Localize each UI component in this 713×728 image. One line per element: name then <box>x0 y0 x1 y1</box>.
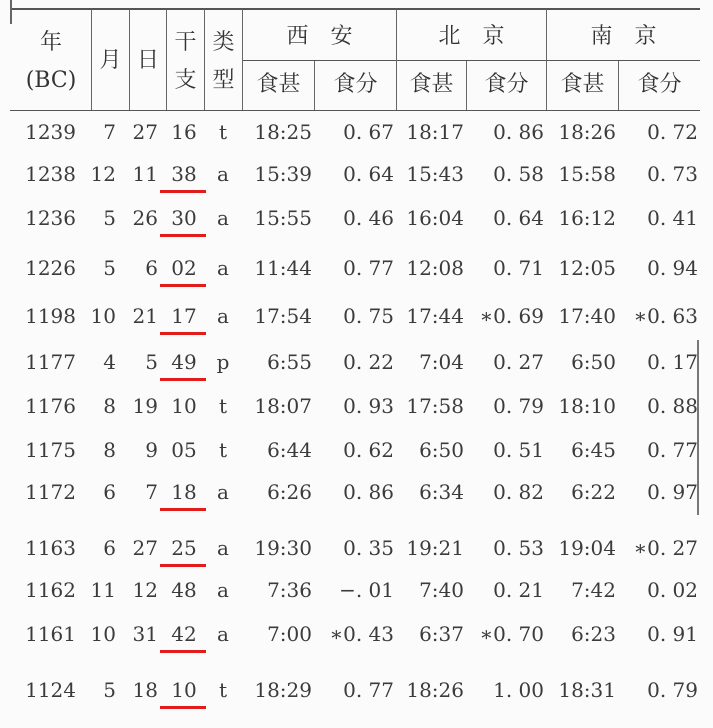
cell-nj-t: 6:45 <box>571 438 616 462</box>
cell-xa-t: 7:36 <box>267 578 312 602</box>
cell-xa-m: 0. 77 <box>343 256 394 280</box>
cell-year: 1198 <box>25 304 76 328</box>
cell-bj-t: 18:26 <box>406 678 464 702</box>
cell-bj-m: 0. 71 <box>493 256 544 280</box>
cell-month: 8 <box>103 394 116 418</box>
cell-gz: 49 <box>171 350 197 374</box>
cell-xa-m: 0. 62 <box>343 438 394 462</box>
cell-nj-t: 19:04 <box>558 536 616 560</box>
cell-xa-m: 0. 93 <box>343 394 394 418</box>
cell-type: a <box>217 162 229 186</box>
cell-year: 1172 <box>25 480 76 504</box>
cell-month: 6 <box>103 480 116 504</box>
cell-nj-m: 0. 91 <box>647 622 698 646</box>
cell-month: 8 <box>103 438 116 462</box>
ganzhi-red-underline <box>160 190 206 193</box>
table-row <box>0 612 713 656</box>
cell-nj-m: 0. 79 <box>647 678 698 702</box>
table-row <box>0 246 713 290</box>
table-row <box>0 196 713 240</box>
cell-xa-t: 15:55 <box>254 206 312 230</box>
table-row <box>0 470 713 514</box>
ganzhi-red-underline <box>160 650 206 653</box>
cell-bj-m: 1. 00 <box>493 678 544 702</box>
cell-month: 4 <box>103 350 116 374</box>
cell-gz: 10 <box>171 394 197 418</box>
cell-xa-t: 7:00 <box>267 622 312 646</box>
cell-nj-t: 16:12 <box>558 206 616 230</box>
ganzhi-red-underline <box>160 378 206 381</box>
table-row <box>0 568 713 612</box>
cell-nj-t: 17:40 <box>558 304 616 328</box>
cell-xa-m: 0. 46 <box>343 206 394 230</box>
cell-xa-m: −. 01 <box>339 578 394 602</box>
cell-day: 19 <box>132 394 158 418</box>
cell-xa-t: 15:39 <box>254 162 312 186</box>
cell-nj-m: 0. 88 <box>647 394 698 418</box>
cell-bj-t: 7:40 <box>419 578 464 602</box>
cell-type: a <box>217 578 229 602</box>
ganzhi-red-underline <box>160 234 206 237</box>
cell-nj-m: 0. 02 <box>647 578 698 602</box>
ganzhi-red-underline <box>160 706 206 709</box>
type-header-1: 类 <box>212 30 235 55</box>
cell-day: 7 <box>145 480 158 504</box>
table-row <box>0 668 713 712</box>
cell-nj-t: 6:23 <box>571 622 616 646</box>
cell-year: 1161 <box>25 622 76 646</box>
cell-nj-m: 0. 94 <box>647 256 698 280</box>
cell-xa-t: 18:29 <box>254 678 312 702</box>
cell-year: 1177 <box>25 350 76 374</box>
ganzhi-header-2: 支 <box>174 68 197 93</box>
cell-nj-m: 0. 77 <box>647 438 698 462</box>
cell-year: 1176 <box>25 394 76 418</box>
cell-type: a <box>217 622 229 646</box>
cell-month: 12 <box>90 162 116 186</box>
cell-day: 18 <box>132 678 158 702</box>
table-row <box>0 340 713 384</box>
cell-nj-t: 18:10 <box>558 394 616 418</box>
cell-type: a <box>217 536 229 560</box>
cell-day: 31 <box>132 622 158 646</box>
table-row <box>0 152 713 196</box>
cell-month: 10 <box>90 304 116 328</box>
cell-year: 1226 <box>25 256 76 280</box>
cell-bj-m: 0. 64 <box>493 206 544 230</box>
cell-nj-m: ∗0. 63 <box>633 304 698 328</box>
cell-xa-m: 0. 64 <box>343 162 394 186</box>
cell-gz: 30 <box>171 206 197 230</box>
cell-day: 9 <box>145 438 158 462</box>
cell-xa-t: 19:30 <box>254 536 312 560</box>
cell-month: 5 <box>103 206 116 230</box>
cell-xa-t: 6:55 <box>267 350 312 374</box>
cell-month: 5 <box>103 678 116 702</box>
cell-day: 5 <box>145 350 158 374</box>
cell-bj-m: 0. 86 <box>493 120 544 144</box>
cell-year: 1175 <box>25 438 76 462</box>
cell-bj-t: 6:37 <box>419 622 464 646</box>
cell-bj-t: 7:04 <box>419 350 464 374</box>
cell-gz: 17 <box>171 304 197 328</box>
cell-nj-m: 0. 41 <box>647 206 698 230</box>
cell-gz: 38 <box>171 162 197 186</box>
cell-nj-t: 18:31 <box>558 678 616 702</box>
cell-type: t <box>218 394 228 418</box>
cell-nj-m: ∗0. 27 <box>633 536 698 560</box>
cell-bj-t: 18:17 <box>406 120 464 144</box>
cell-xa-t: 18:07 <box>254 394 312 418</box>
cell-xa-m: 0. 86 <box>343 480 394 504</box>
table-row <box>0 384 713 428</box>
nanjing-mag-header: 食分 <box>637 72 682 97</box>
cell-bj-m: 0. 58 <box>493 162 544 186</box>
cell-type: t <box>218 438 228 462</box>
cell-type: p <box>216 350 230 374</box>
cell-xa-m: ∗0. 43 <box>329 622 394 646</box>
cell-type: a <box>217 206 229 230</box>
cell-xa-t: 18:25 <box>254 120 312 144</box>
cell-bj-m: 0. 27 <box>493 350 544 374</box>
cell-month: 10 <box>90 622 116 646</box>
city-nanjing-header: 南 京 <box>590 24 657 49</box>
cell-day: 27 <box>132 536 158 560</box>
cell-year: 1238 <box>25 162 76 186</box>
cell-xa-t: 6:26 <box>267 480 312 504</box>
cell-bj-t: 6:50 <box>419 438 464 462</box>
cell-bj-t: 15:43 <box>406 162 464 186</box>
divider-day-ganzhi <box>166 9 167 110</box>
cell-xa-m: 0. 35 <box>343 536 394 560</box>
cell-nj-t: 7:42 <box>571 578 616 602</box>
cell-nj-m: 0. 72 <box>647 120 698 144</box>
cell-nj-m: 0. 17 <box>647 350 698 374</box>
cell-gz: 42 <box>171 622 197 646</box>
cell-day: 27 <box>132 120 158 144</box>
cell-gz: 16 <box>171 120 197 144</box>
cell-xa-t: 6:44 <box>267 438 312 462</box>
table-row <box>0 110 713 154</box>
cell-bj-t: 12:08 <box>406 256 464 280</box>
day-header: 日 <box>136 48 159 73</box>
cell-day: 12 <box>132 578 158 602</box>
cell-bj-t: 6:34 <box>419 480 464 504</box>
top-rule <box>10 8 700 10</box>
cell-xa-t: 11:44 <box>254 256 312 280</box>
cell-gz: 48 <box>171 578 197 602</box>
cell-nj-t: 18:26 <box>558 120 616 144</box>
table-row <box>0 526 713 570</box>
cell-bj-t: 17:44 <box>406 304 464 328</box>
cell-year: 1239 <box>25 120 76 144</box>
cell-year: 1236 <box>25 206 76 230</box>
cell-nj-m: 0. 97 <box>647 480 698 504</box>
cell-day: 6 <box>145 256 158 280</box>
table-row <box>0 428 713 472</box>
cell-nj-t: 6:50 <box>571 350 616 374</box>
xian-mag-header: 食分 <box>333 72 378 97</box>
ganzhi-red-underline <box>160 564 206 567</box>
cell-nj-t: 15:58 <box>558 162 616 186</box>
city-beijing-header: 北 京 <box>438 24 505 49</box>
city-xian-header: 西 安 <box>286 24 353 49</box>
divider-ganzhi-type <box>204 9 205 110</box>
header-mid-rule <box>242 60 700 61</box>
cell-type: t <box>218 678 228 702</box>
cell-day: 26 <box>132 206 158 230</box>
year-unit-header: (BC) <box>25 68 77 93</box>
cell-nj-t: 12:05 <box>558 256 616 280</box>
left-border <box>10 0 12 24</box>
table-row <box>0 294 713 338</box>
cell-gz: 18 <box>171 480 197 504</box>
nanjing-time-header: 食甚 <box>560 72 605 97</box>
month-header: 月 <box>99 48 122 73</box>
cell-gz: 10 <box>171 678 197 702</box>
cell-year: 1162 <box>25 578 76 602</box>
cell-bj-t: 16:04 <box>406 206 464 230</box>
cell-nj-t: 6:22 <box>571 480 616 504</box>
cell-month: 11 <box>90 578 116 602</box>
cell-gz: 05 <box>171 438 197 462</box>
cell-day: 11 <box>132 162 158 186</box>
cell-type: a <box>217 304 229 328</box>
beijing-mag-header: 食分 <box>484 72 529 97</box>
cell-gz: 25 <box>171 536 197 560</box>
cell-bj-m: ∗0. 70 <box>479 622 544 646</box>
cell-nj-m: 0. 73 <box>647 162 698 186</box>
year-header: 年 <box>39 30 62 55</box>
cell-month: 5 <box>103 256 116 280</box>
cell-type: a <box>217 480 229 504</box>
cell-xa-m: 0. 22 <box>343 350 394 374</box>
cell-bj-m: 0. 51 <box>493 438 544 462</box>
cell-year: 1124 <box>25 678 76 702</box>
cell-xa-t: 17:54 <box>254 304 312 328</box>
cell-bj-m: 0. 53 <box>493 536 544 560</box>
cell-type: a <box>217 256 229 280</box>
cell-xa-m: 0. 77 <box>343 678 394 702</box>
beijing-time-header: 食甚 <box>409 72 454 97</box>
cell-bj-m: 0. 82 <box>493 480 544 504</box>
ganzhi-red-underline <box>160 332 206 335</box>
cell-gz: 02 <box>171 256 197 280</box>
cell-xa-m: 0. 75 <box>343 304 394 328</box>
cell-bj-t: 17:58 <box>406 394 464 418</box>
cell-bj-m: 0. 21 <box>493 578 544 602</box>
xian-time-header: 食甚 <box>256 72 301 97</box>
cell-xa-m: 0. 67 <box>343 120 394 144</box>
cell-bj-m: 0. 79 <box>493 394 544 418</box>
ganzhi-header-1: 干 <box>174 30 197 55</box>
cell-bj-t: 19:21 <box>406 536 464 560</box>
cell-bj-m: ∗0. 69 <box>479 304 544 328</box>
cell-month: 6 <box>103 536 116 560</box>
cell-month: 7 <box>103 120 116 144</box>
ganzhi-red-underline <box>160 508 206 511</box>
ganzhi-red-underline <box>160 284 206 287</box>
cell-type: t <box>218 120 228 144</box>
cell-day: 21 <box>132 304 158 328</box>
cell-year: 1163 <box>25 536 76 560</box>
type-header-2: 型 <box>212 68 235 93</box>
